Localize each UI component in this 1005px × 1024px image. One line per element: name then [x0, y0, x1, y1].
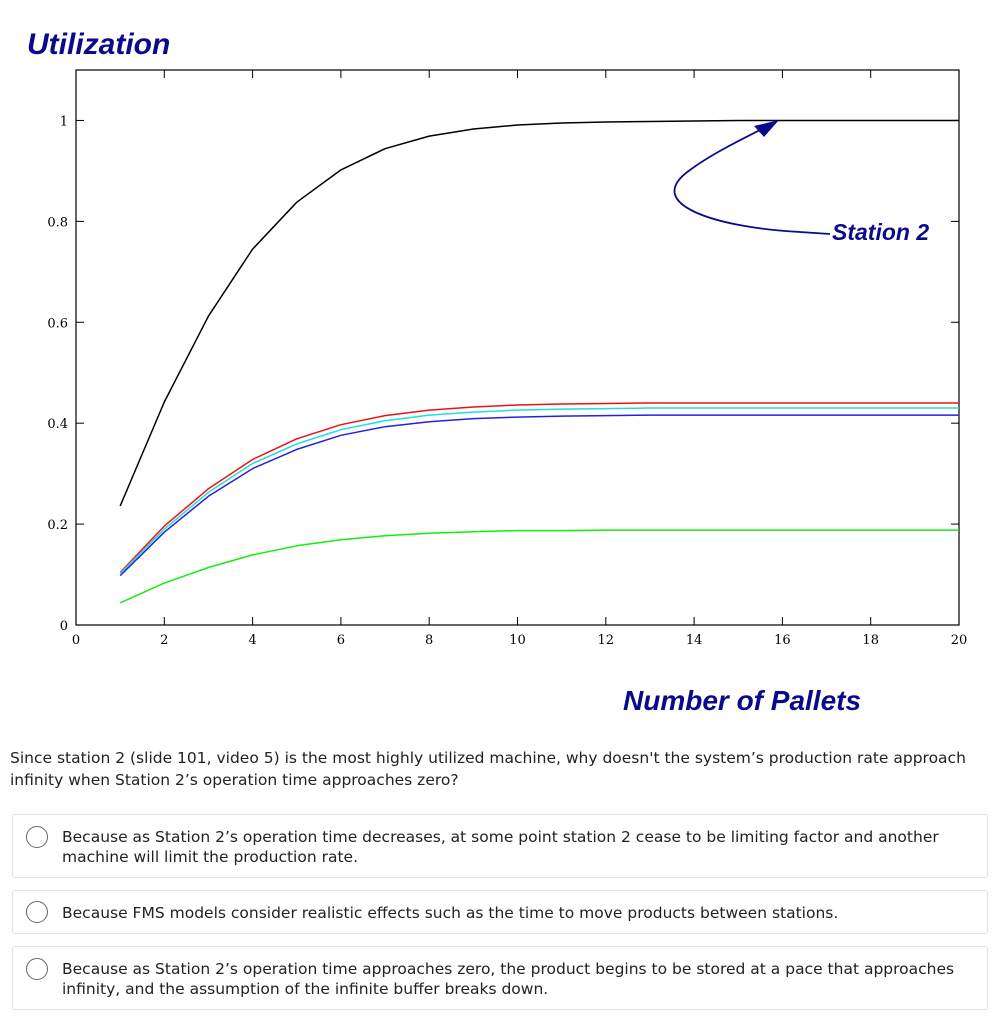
- radio-button[interactable]: [26, 958, 48, 980]
- x-tick-label: 2: [160, 633, 169, 648]
- chart-title: Utilization: [27, 28, 171, 61]
- x-tick-label: 16: [774, 633, 791, 648]
- answer-option-1[interactable]: [12, 814, 988, 878]
- series-line-4: [120, 415, 959, 575]
- x-axis: [72, 70, 967, 648]
- y-axis: [47, 114, 959, 634]
- x-tick-label: 20: [950, 633, 968, 648]
- answer-option-2[interactable]: [12, 890, 988, 934]
- y-tick-label: 0.4: [47, 417, 68, 433]
- annotation-arrow-curve: [674, 126, 830, 234]
- x-tick-label: 14: [685, 633, 703, 648]
- answer-option-label: Because FMS models consider realistic effects such as the time to move products between stations.: [62, 904, 839, 922]
- plot-frame: [76, 70, 959, 625]
- station-2-label: Station 2: [832, 219, 930, 245]
- y-tick-label: 1: [59, 114, 68, 130]
- answer-option-label: Because as Station 2’s operation time decreases, at some point station 2 cease to be limiting factor and another machine will limit the production rate.: [62, 828, 939, 866]
- x-tick-label: 0: [71, 633, 81, 648]
- series-line-3: [120, 408, 959, 574]
- y-tick-label: 0.2: [47, 518, 68, 534]
- x-tick-label: 12: [597, 633, 615, 648]
- x-tick-label: 6: [336, 633, 346, 648]
- x-axis-title: Number of Pallets: [623, 685, 862, 716]
- series-line-2: [120, 403, 959, 573]
- y-tick-label: 0: [59, 619, 68, 634]
- radio-button[interactable]: [26, 826, 48, 848]
- radio-button[interactable]: [26, 901, 48, 923]
- station-2-annotation: [674, 120, 929, 245]
- series-line-1: [120, 121, 959, 506]
- x-tick-label: 8: [425, 633, 434, 648]
- x-tick-label: 4: [248, 633, 257, 648]
- answer-option-label: Because as Station 2’s operation time approaches zero, the product begins to be stored at a pace that approaches infinity, and the assumption of the infinite buffer breaks down.: [62, 960, 955, 998]
- question-text: Since station 2 (slide 101, video 5) is the most highly utilized machine, why doesn't the system’s production rate approach infinity when Station 2’s operation time approaches zero?: [10, 749, 966, 789]
- y-tick-label: 0.6: [47, 316, 68, 332]
- x-tick-label: 18: [862, 633, 879, 648]
- x-tick-label: 10: [509, 633, 526, 648]
- series-line-5: [120, 530, 959, 603]
- y-tick-label: 0.8: [47, 215, 68, 231]
- annotation-arrow-head: [754, 120, 779, 137]
- plot-lines: [120, 121, 959, 603]
- answer-option-3[interactable]: [12, 946, 988, 1010]
